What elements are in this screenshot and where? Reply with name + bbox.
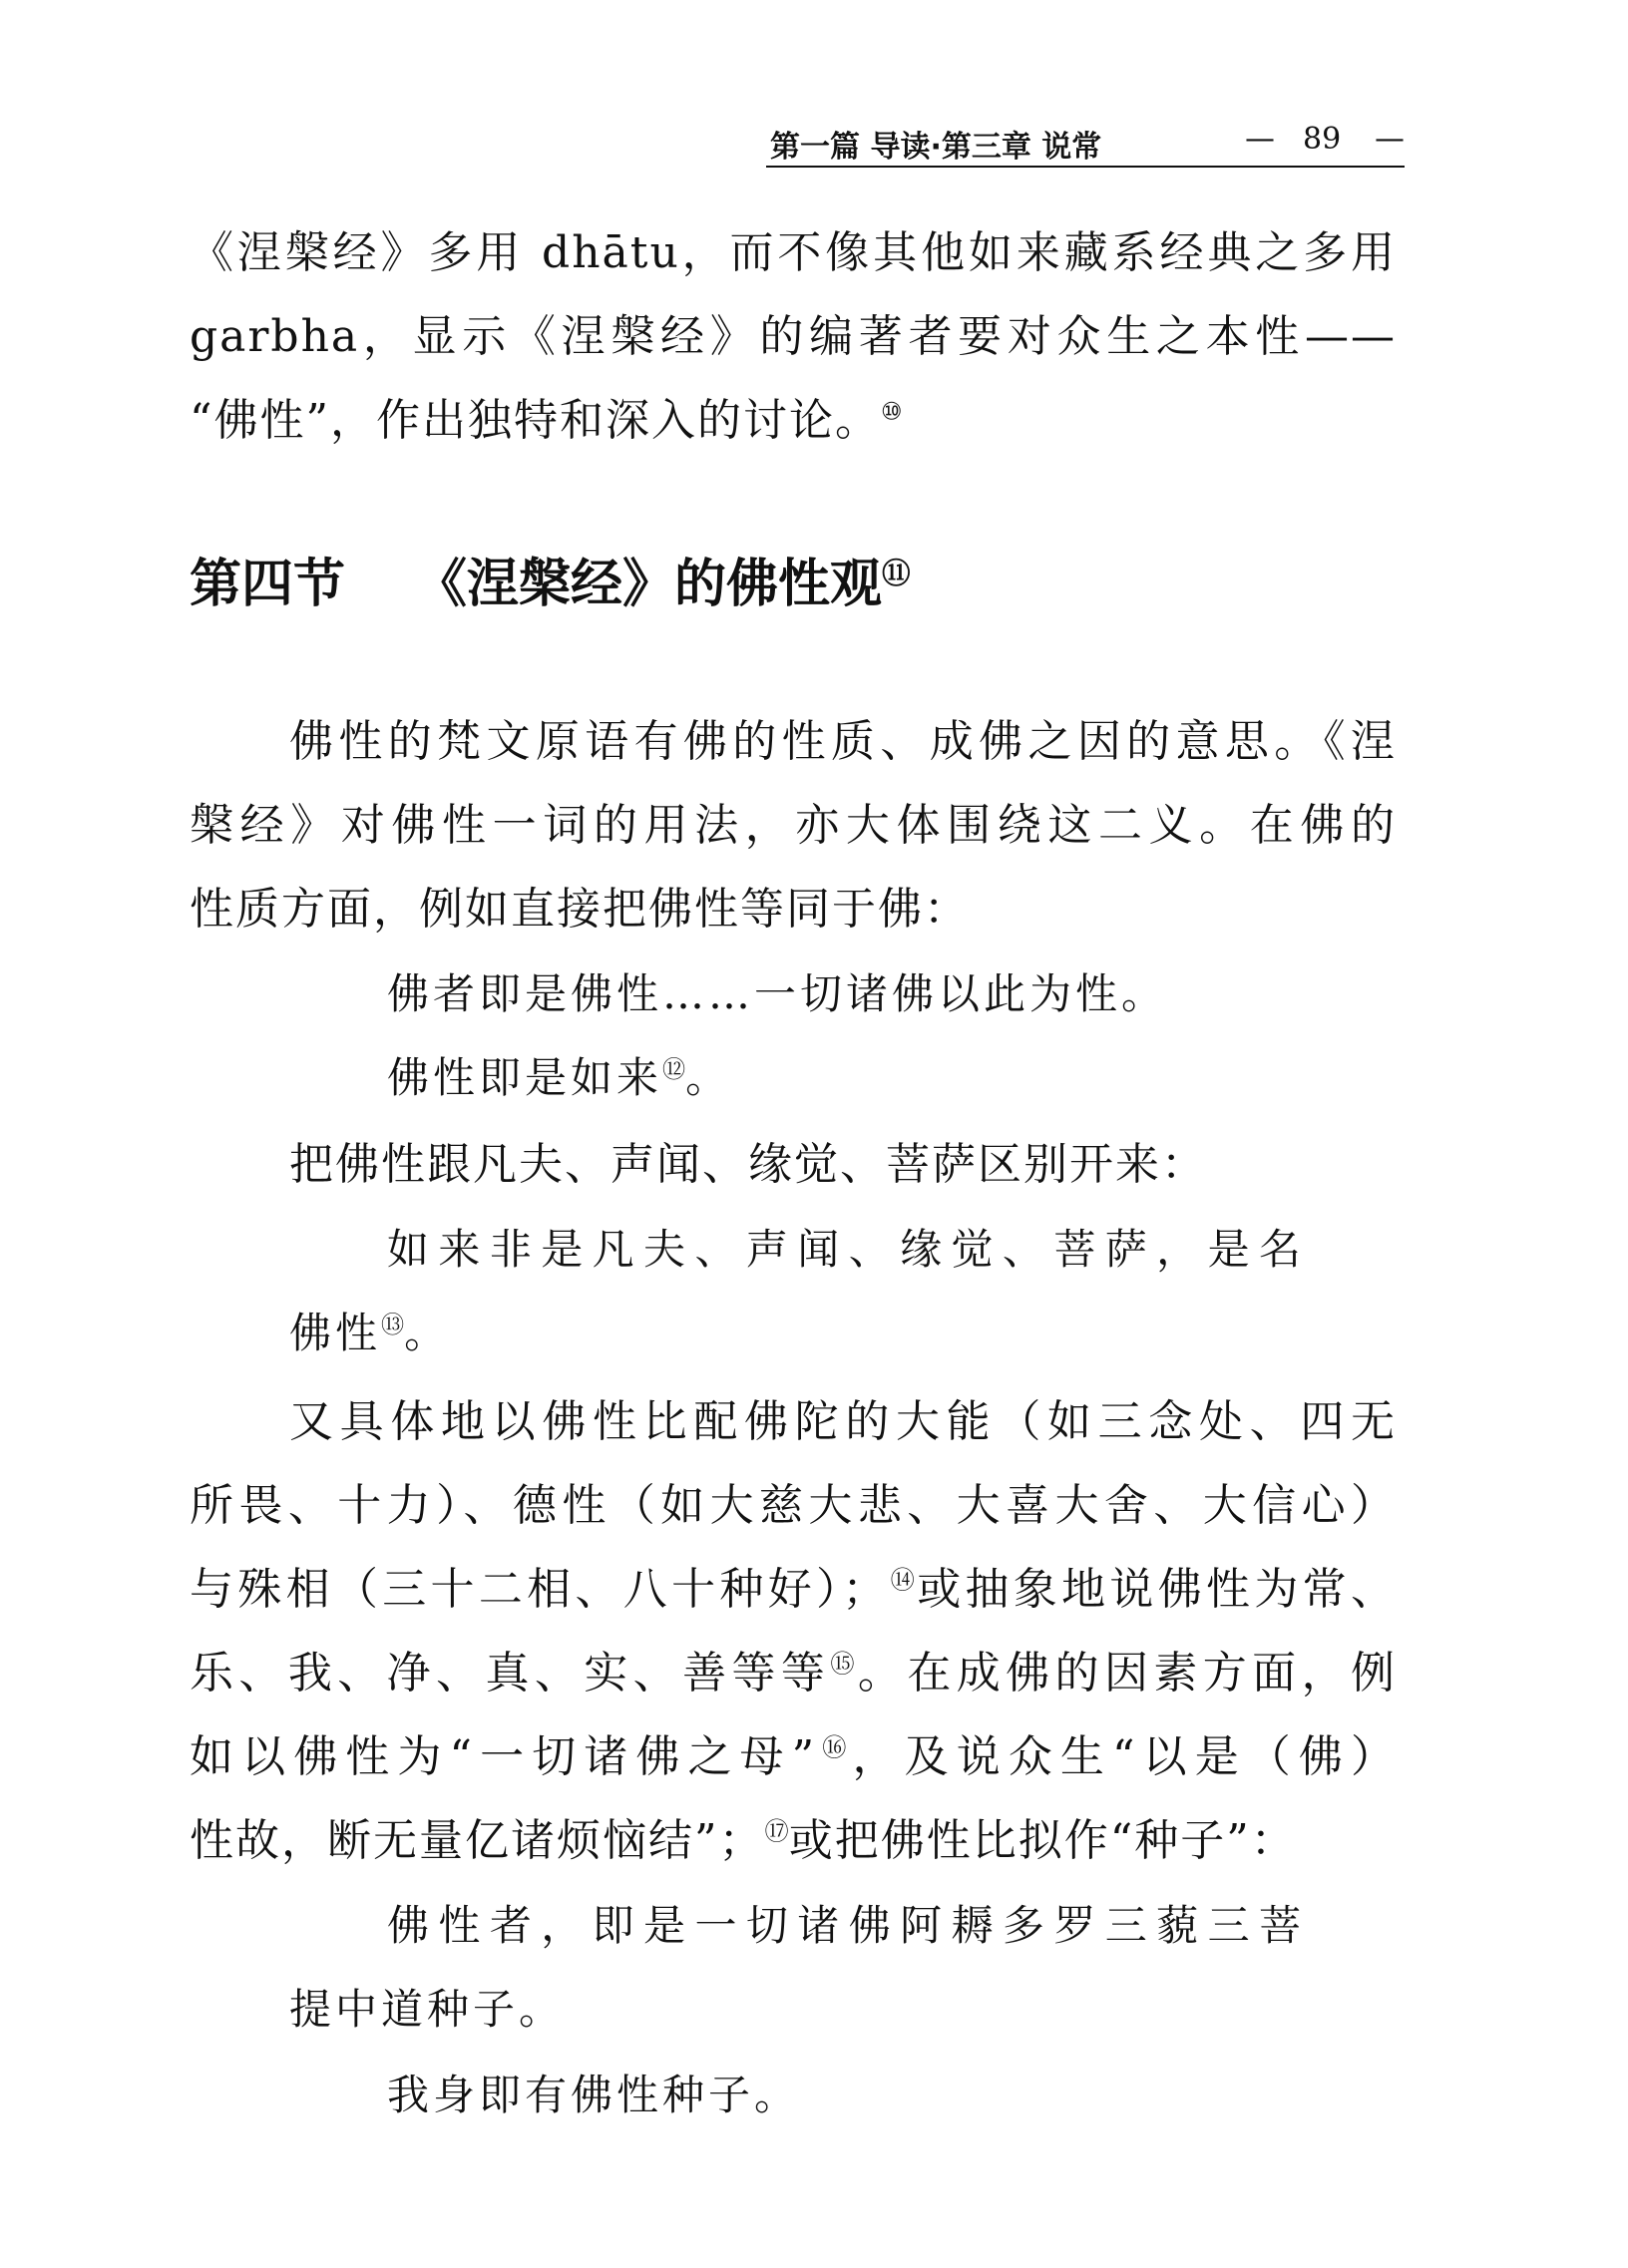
paragraph-1-line-3 [190,395,903,446]
header-dash-right: — [1375,122,1405,157]
quote-1-line-2 [387,1053,732,1102]
paragraph-2-line-2: 槃经》对佛性一词的用法，亦大体围绕这二义。在佛的 [190,800,1397,851]
paragraph-4-line-4 [190,1648,1398,1699]
quote-2-line-2-end: 。 [404,1309,451,1357]
paragraph-4-line-4-a: 乐、我、净、真、实、善等等 [190,1648,831,1699]
footnote-marker-77: ⑰ [764,1817,789,1846]
footnote-marker-72: ⑫ [662,1057,686,1083]
footnote-marker-75: ⑮ [830,1650,858,1679]
paragraph-1-line-1: 《涅槃经》多用 dhātu，而不像其他如来藏系经典之多用 [190,227,1397,278]
paragraph-4-line-5-a: 如以佛性为“一切诸佛之母” [190,1731,817,1782]
quote-3-line-3: 我身即有佛性种子。 [387,2071,801,2119]
footnote-marker-76: ⑯ [816,1733,853,1762]
paragraph-4-line-4-b: 。在成佛的因素方面，例 [857,1648,1398,1699]
quote-1-line-1: 佛者即是佛性……一切诸佛以此为性。 [387,969,1168,1018]
paragraph-4-line-3-a: 与殊相（三十二相、八十种好）； [190,1564,889,1615]
paragraph-4-line-3-b: 或抽象地说佛性为常、 [917,1564,1397,1615]
header-title: 第一篇 导读·第三章 说常 [770,130,1102,165]
paragraph-2-line-1: 佛性的梵文原语有佛的性质、成佛之因的意思。《涅 [289,716,1397,767]
paragraph-1-line-3-text: “佛性”，作出独特和深入的讨论。 [190,395,881,446]
paragraph-1-line-2: garbha，显示《涅槃经》的编著者要对众生之本性—— [190,311,1397,362]
paragraph-4-line-6-a: 性故，断无量亿诸烦恼结”； [190,1815,765,1866]
footnote-marker-70: ⑩ [881,397,903,426]
quote-2-line-2 [289,1309,451,1357]
footnote-marker-71: ⑪ [882,556,911,590]
quote-3-line-1: 佛性者，即是一切诸佛阿耨多罗三藐三菩 [387,1901,1305,1950]
header-dash-left: — [1245,122,1275,157]
running-header [766,118,1405,168]
page-number: 89 [1303,122,1342,157]
section-number: 第四节 [190,555,346,614]
quote-1-line-2-end: 。 [685,1053,732,1102]
paragraph-4-line-5 [190,1731,1397,1782]
paragraph-3-line-1: 把佛性跟凡夫、声闻、缘觉、菩萨区别开来： [289,1139,1207,1190]
paragraph-2-line-3: 性质方面，例如直接把佛性等同于佛： [190,884,970,935]
section-heading [190,555,911,614]
section-title: 《涅槃经》的佛性观 [415,555,883,614]
quote-2-line-1: 如来非是凡夫、声闻、缘觉、菩萨，是名 [387,1225,1305,1274]
paragraph-4-line-2: 所畏、十力）、德性（如大慈大悲、大喜大舍、大信心） [190,1480,1397,1531]
quote-2-line-2-text: 佛性 [289,1309,382,1357]
paragraph-4-line-6 [190,1815,1297,1866]
paragraph-4-line-5-b: ，及说众生“以是（佛） [852,1731,1397,1782]
paragraph-4-line-6-b: 或把佛性比拟作“种子”： [788,1815,1297,1866]
paragraph-4-line-3 [190,1564,1397,1615]
quote-3-line-2: 提中道种子。 [289,1985,566,2034]
footnote-marker-74: ⑭ [888,1566,918,1595]
paragraph-4-line-1: 又具体地以佛性比配佛陀的大能（如三念处、四无 [289,1396,1397,1447]
footnote-marker-73: ⑬ [381,1313,405,1338]
quote-1-line-2-text: 佛性即是如来 [387,1053,663,1102]
